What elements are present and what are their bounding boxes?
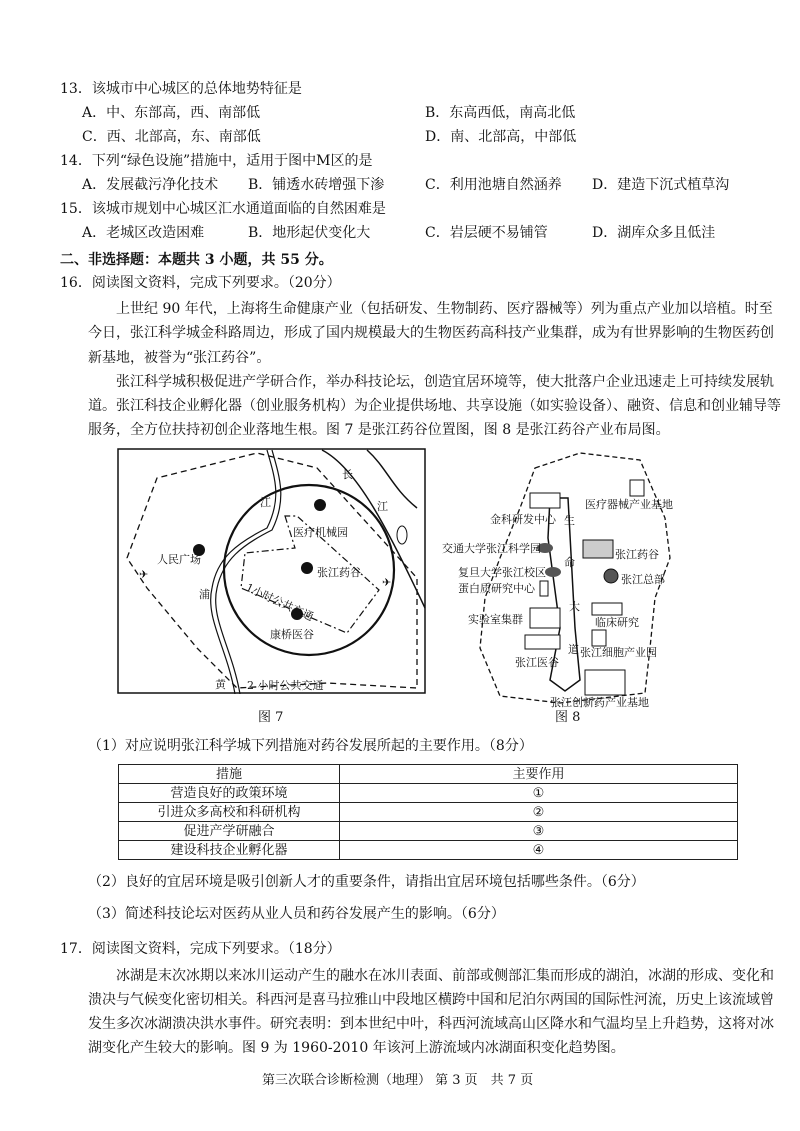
airport-icon: ✈ (382, 576, 392, 589)
svg-text:江: 江 (260, 496, 271, 509)
q17-stem: 17．阅读图文资料，完成下列要求。（18分） (60, 941, 341, 957)
q15-option-a: A．老城区改造困难 (82, 225, 205, 241)
svg-text:张江总部: 张江总部 (621, 573, 665, 586)
svg-text:张江医谷: 张江医谷 (515, 656, 559, 669)
q16-para-line: 上世纪 90 年代，上海将生命健康产业（包括研发、生物制药、医疗器械等）列为重点产业加以培植。时至 (116, 301, 773, 317)
q16-stem: 16．阅读图文资料，完成下列要求。（20分） (60, 275, 341, 291)
svg-text:交通大学张江科学园: 交通大学张江科学园 (442, 542, 541, 555)
svg-text:1小时公共交通: 1小时公共交通 (243, 580, 316, 624)
q16-para-line: 新基地，被誉为“张江药谷”。 (88, 350, 271, 366)
q17-para-line: 发生多次冰湖溃决洪水事件。研究表明：到本世纪中叶，科西河流域高山区降水和气温均呈上升趋势，这将对冰 (88, 1016, 774, 1032)
table-row: 引进众多高校和科研机构 ② (119, 803, 738, 822)
q15-stem: 15．该城市规划中心城区汇水通道面临的自然困难是 (60, 201, 386, 217)
svg-text:张江药谷: 张江药谷 (317, 566, 361, 579)
svg-text:江: 江 (377, 500, 388, 513)
q14-option-a: A．发展截污净化技术 (82, 177, 219, 193)
airport-icon: ✈ (139, 568, 149, 581)
q15-option-c: C．岩层硬不易铺管 (425, 225, 548, 241)
figure-8-map (440, 448, 690, 708)
svg-text:实验室集群: 实验室集群 (468, 613, 523, 626)
q14-option-b: B．铺透水砖增强下渗 (248, 177, 385, 193)
table-header: 主要作用 (340, 765, 738, 784)
q13-option-c: C．西、北部高，东、南部低 (82, 129, 261, 145)
svg-text:2 小时公共交通: 2 小时公共交通 (247, 679, 324, 692)
q16-sub3: （3）简述科技论坛对医药从业人员和药谷发展产生的影响。（6分） (88, 906, 505, 922)
svg-text:金科研发中心: 金科研发中心 (490, 513, 556, 526)
svg-text:黄: 黄 (215, 678, 226, 691)
map-point-zhangjiang (301, 562, 313, 574)
table-row: 营造良好的政策环境 ① (119, 784, 738, 803)
table-header: 措施 (119, 765, 340, 784)
section-heading: 二、非选择题：本题共 3 小题，共 55 分。 (60, 252, 333, 268)
svg-text:道: 道 (568, 643, 579, 656)
figure-7-caption: 图 7 (258, 710, 284, 725)
svg-text:临床研究: 临床研究 (595, 616, 639, 629)
q16-para-line: 张江科学城积极促进产学研合作，举办科技论坛，创造宜居环境等，使大批落户企业迅速走上可持续发展轨 (116, 374, 774, 390)
q13-stem: 13．该城市中心城区的总体地势特征是 (60, 81, 302, 97)
figure-7-map (117, 448, 427, 694)
measures-table (118, 764, 738, 860)
table-row: 促进产学研融合 ③ (119, 822, 738, 841)
svg-text:长: 长 (342, 468, 353, 481)
svg-text:生: 生 (564, 514, 575, 527)
q17-para-line: 湖变化产生较大的影响。图 9 为 1960-2010 年该河上游流域内冰湖面积变化趋势图。 (88, 1040, 625, 1056)
svg-text:命: 命 (564, 556, 575, 569)
map-point-yiliao (314, 499, 326, 511)
q13-option-b: B．东高西低，南高北低 (425, 105, 576, 121)
svg-text:大: 大 (569, 600, 580, 613)
svg-text:康桥医谷: 康桥医谷 (270, 628, 314, 641)
q13-option-a: A．中、东部高，西、南部低 (82, 105, 261, 121)
figure-8-caption: 图 8 (555, 710, 581, 725)
svg-text:蛋白质研究中心: 蛋白质研究中心 (458, 582, 535, 595)
q15-option-d: D．湖库众多且低洼 (592, 225, 716, 241)
q16-para-line: 道。张江科技企业孵化器（创业服务机构）为企业提供场地、共享设施（如实验设备）、融资、信息和创业辅导等 (88, 398, 781, 414)
svg-text:复旦大学张江校区: 复旦大学张江校区 (458, 566, 546, 579)
page-footer: 第三次联合诊断检测（地理） 第 3 页 共 7 页 (262, 1073, 534, 1088)
svg-text:人民广场: 人民广场 (157, 553, 201, 566)
q16-sub2: （2）良好的宜居环境是吸引创新人才的重要条件，请指出宜居环境包括哪些条件。（6分） (88, 874, 645, 890)
svg-text:医疗器械产业基地: 医疗器械产业基地 (585, 498, 673, 511)
q16-para-line: 服务，全方位扶持初创企业落地生根。图 7 是张江药谷位置图，图 8 是张江药谷产业布局图。 (88, 422, 670, 438)
q13-option-d: D．南、北部高，中部低 (425, 129, 577, 145)
q14-option-c: C．利用池塘自然涵养 (425, 177, 562, 193)
q16-para-line: 今日，张江科学城金科路周边，形成了国内规模最大的生物医药高科技产业集群，成为有世界影响的生物医药创 (88, 325, 774, 341)
q14-option-d: D．建造下沉式植草沟 (592, 177, 730, 193)
q17-para-line: 溃决与气候变化密切相关。科西河是喜马拉雅山中段地区横跨中国和尼泊尔两国的国际性河流，历史上该流域曾 (88, 992, 774, 1008)
table-row: 建设科技企业孵化器 ④ (119, 841, 738, 860)
q17-para-line: 冰湖是末次冰期以来冰川运动产生的融水在冰川表面、前部或侧部汇集而形成的湖泊，冰湖的形成、变化和 (116, 968, 774, 984)
svg-text:浦: 浦 (199, 588, 210, 601)
q15-option-b: B．地形起伏变化大 (248, 225, 371, 241)
svg-text:张江细胞产业园: 张江细胞产业园 (580, 646, 657, 659)
svg-text:张江创新药产业基地: 张江创新药产业基地 (550, 696, 649, 708)
q14-stem: 14．下列“绿色设施”措施中，适用于图中M区的是 (60, 153, 373, 169)
svg-text:医疗机械园: 医疗机械园 (293, 526, 348, 539)
q16-sub1: （1）对应说明张江科学城下列措施对药谷发展所起的主要作用。（8分） (88, 738, 533, 754)
svg-text:张江药谷: 张江药谷 (615, 548, 659, 561)
